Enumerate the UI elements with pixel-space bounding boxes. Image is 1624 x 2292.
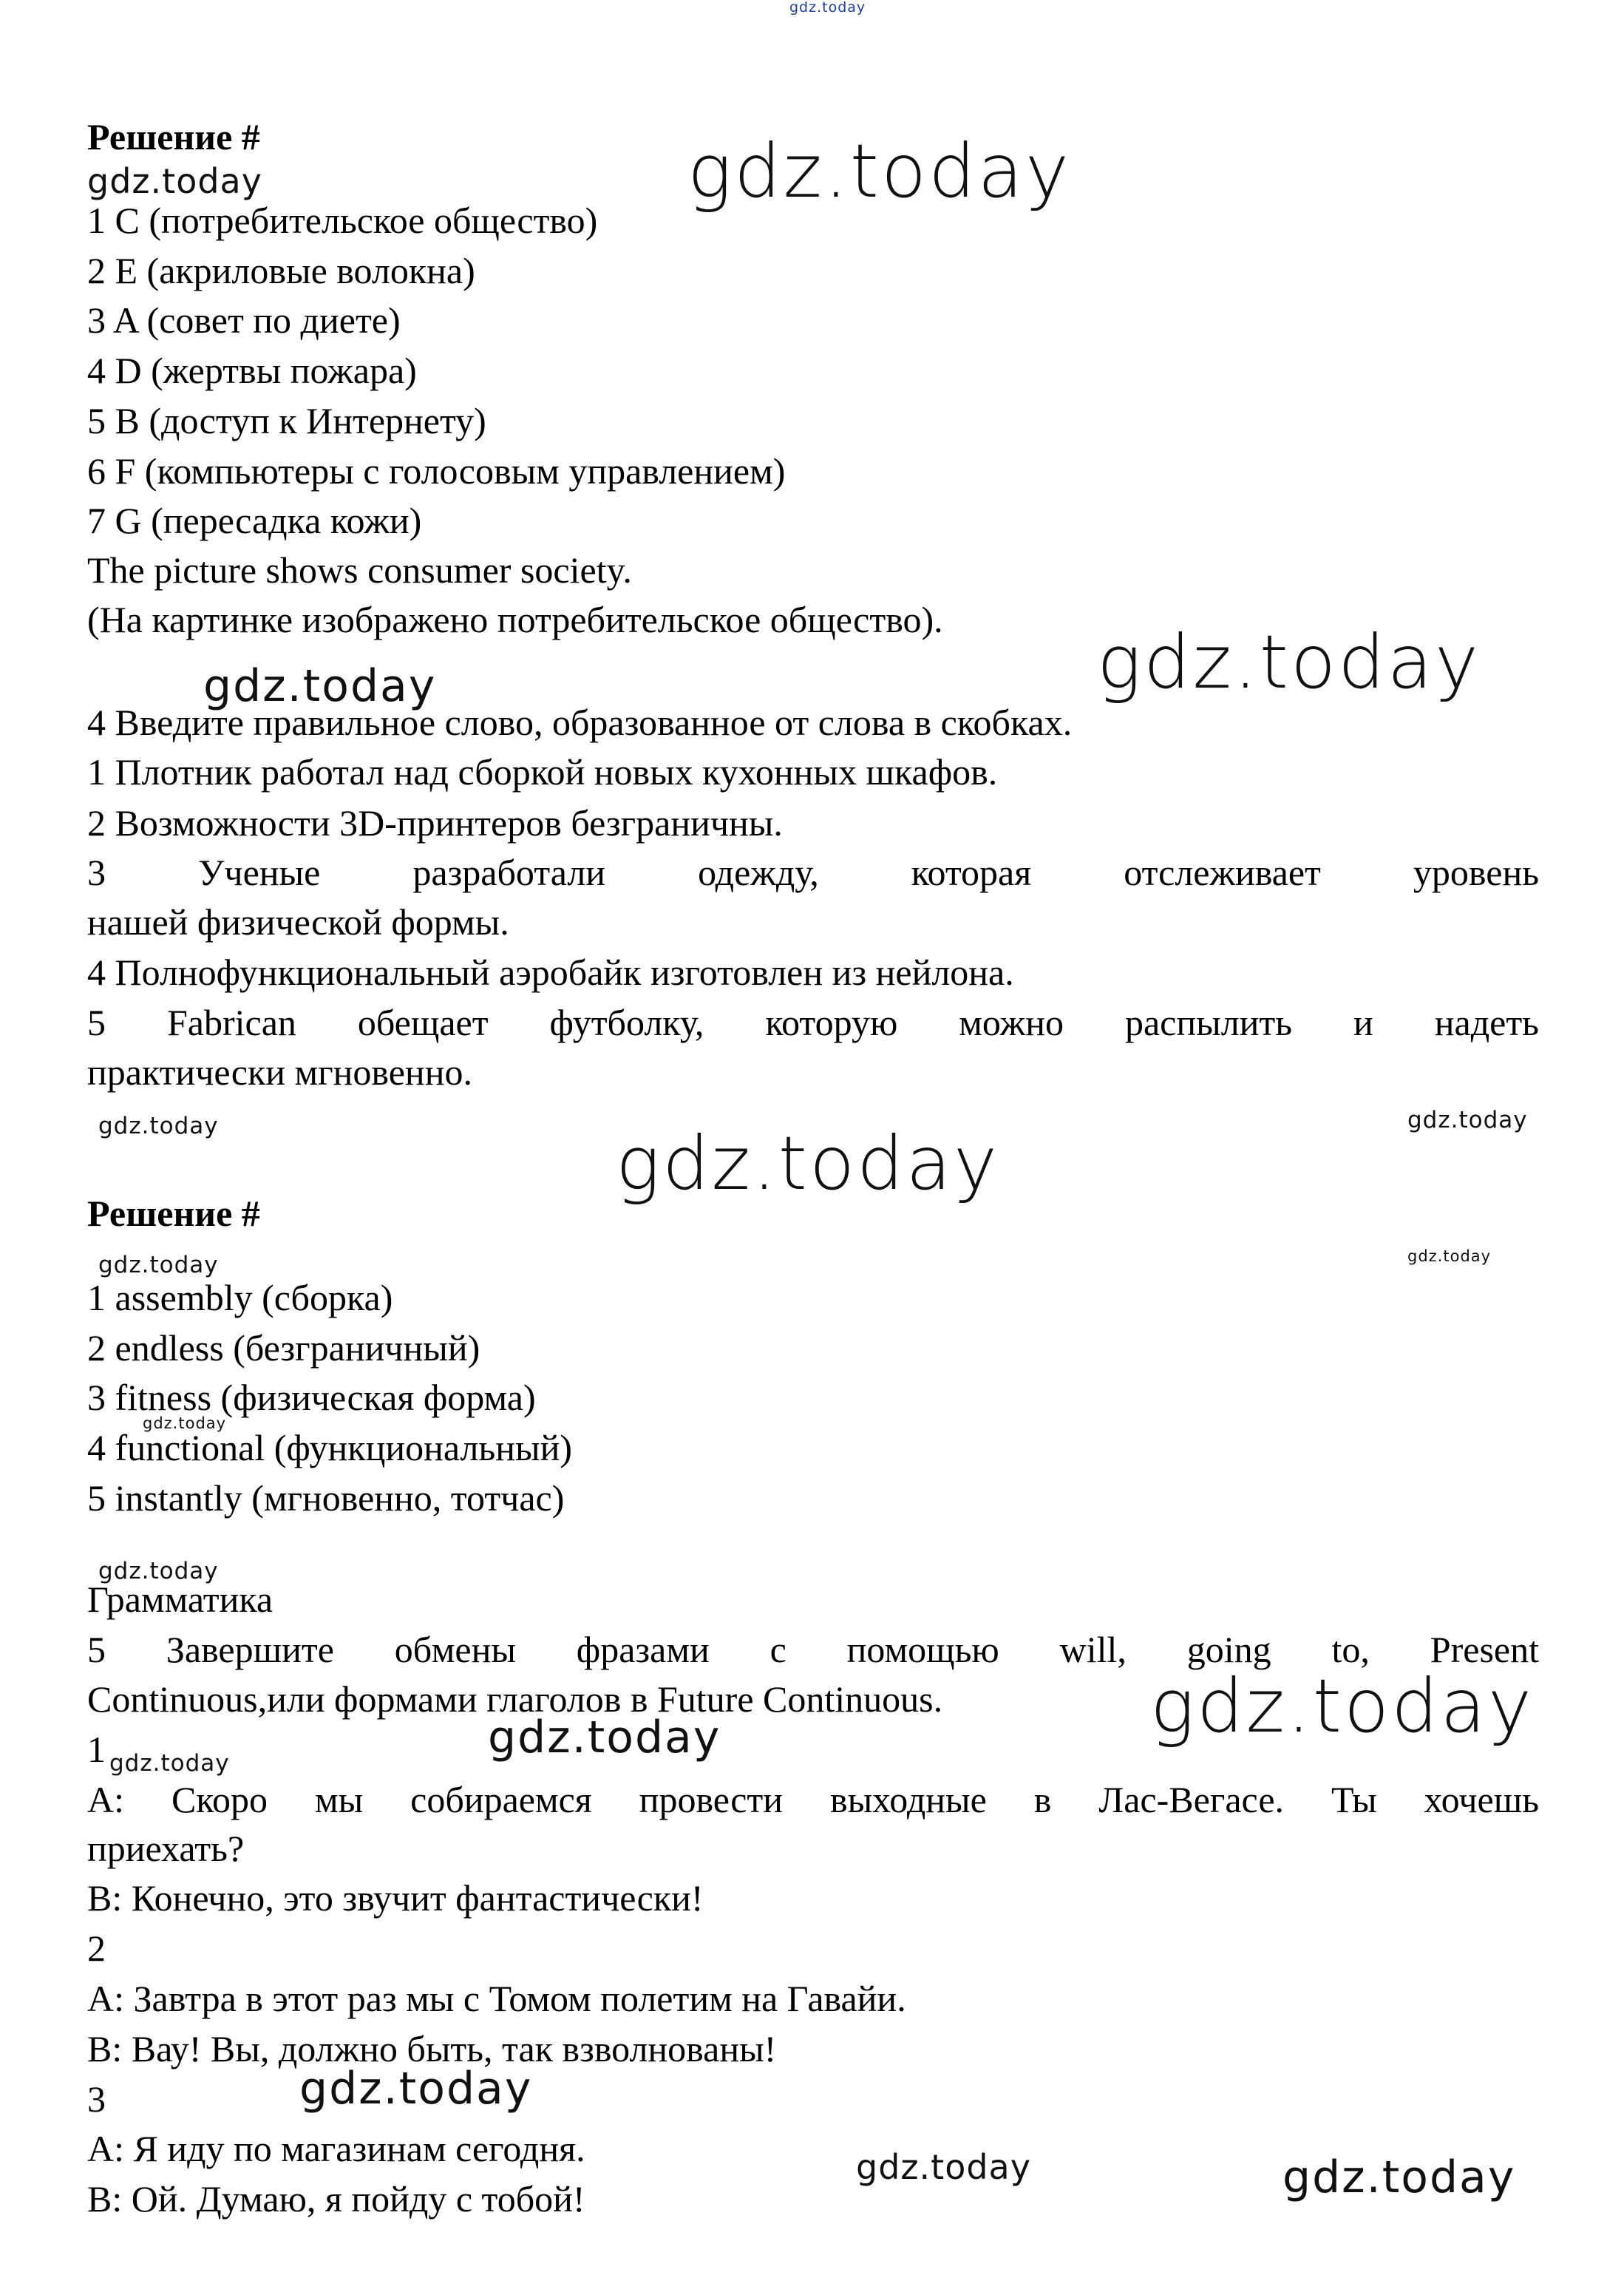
watermark: gdz.today	[1282, 2152, 1516, 2203]
watermark: gdz.today	[789, 0, 866, 16]
watermark: gdz.today	[1097, 619, 1481, 705]
task4-sentence: 1 Плотник работал над сборкой новых кухонных шкафов.	[87, 751, 998, 793]
grammar-title: Грамматика	[87, 1579, 274, 1620]
task4-sentence-cont: практически мгновенно.	[87, 1051, 472, 1093]
watermark: gdz.today	[109, 1750, 230, 1777]
answer-line: 6 F (компьютеры с голосовым управлением)	[87, 450, 786, 492]
answer-line: 2 E (акриловые волокна)	[87, 250, 475, 291]
answer-line: 2 endless (безграничный)	[87, 1327, 480, 1369]
watermark: gdz.today	[1407, 1247, 1492, 1265]
picture-caption-ru: (На картинке изображено потребительское общество).	[87, 599, 943, 640]
watermark: gdz.today	[203, 660, 437, 712]
exchange-number: 3	[87, 2078, 106, 2120]
exchange-line: A: Я иду по магазинам сегодня.	[87, 2128, 585, 2169]
answer-line: 3 fitness (физическая форма)	[87, 1377, 536, 1418]
exchange-line: B: Вау! Вы, должно быть, так взволнованы!	[87, 2028, 777, 2069]
answer-line: 4 D (жертвы пожара)	[87, 350, 417, 391]
answer-line: 5 B (доступ к Интернету)	[87, 400, 486, 441]
watermark: gdz.today	[488, 1712, 721, 1763]
solution-heading-1: Решение #	[87, 116, 260, 157]
watermark: gdz.today	[1150, 1663, 1535, 1749]
task4-sentence: 2 Возможности 3D-принтеров безграничны.	[87, 802, 783, 844]
answer-line: 4 functional (функциональный)	[87, 1427, 572, 1468]
solution-heading-2: Решение #	[87, 1193, 260, 1234]
watermark: gdz.today	[299, 2063, 533, 2115]
answer-line: 1 C (потребительское общество)	[87, 200, 598, 241]
exchange-line-cont: приехать?	[87, 1828, 245, 1869]
answer-line: 3 A (совет по диете)	[87, 299, 401, 341]
grammar-task: 5 Завершите обмены фразами с помощью will, going to, Present	[87, 1629, 1539, 1670]
exchange-line: A: Завтра в этот раз мы с Томом полетим на Гавайи.	[87, 1978, 906, 2019]
watermark: gdz.today	[87, 161, 262, 201]
watermark: gdz.today	[687, 128, 1072, 214]
task4-title: 4 Введите правильное слово, образованное от слова в скобках.	[87, 702, 1073, 743]
answer-line: 7 G (пересадка кожи)	[87, 500, 422, 541]
task4-sentence: 5 Fabrican обещает футболку, которую можно распылить и надеть	[87, 1002, 1539, 1043]
watermark: gdz.today	[98, 1113, 219, 1139]
watermark: gdz.today	[98, 1252, 219, 1278]
task4-sentence: 4 Полнофункциональный аэробайк изготовлен из нейлона.	[87, 952, 1014, 993]
exchange-number: 1	[87, 1729, 106, 1770]
watermark: gdz.today	[1407, 1107, 1528, 1133]
watermark: gdz.today	[143, 1414, 227, 1432]
grammar-task-cont: Continuous,или формами глаголов в Future Continuous.	[87, 1678, 943, 1720]
answer-line: 1 assembly (сборка)	[87, 1277, 393, 1318]
exchange-number: 2	[87, 1927, 106, 1969]
watermark: gdz.today	[98, 1558, 219, 1584]
exchange-line: A: Скоро мы собираемся провести выходные в Лас-Вегасе. Ты хочешь	[87, 1779, 1539, 1820]
exchange-line: B: Ой. Думаю, я пойду с тобой!	[87, 2178, 585, 2220]
answer-line: 5 instantly (мгновенно, тотчас)	[87, 1477, 565, 1519]
task4-sentence: 3 Ученые разработали одежду, которая отслеживает уровень	[87, 852, 1539, 893]
watermark: gdz.today	[616, 1120, 1000, 1207]
picture-caption-en: The picture shows consumer society.	[87, 549, 632, 591]
exchange-line: B: Конечно, это звучит фантастически!	[87, 1877, 704, 1919]
watermark: gdz.today	[856, 2147, 1031, 2187]
task4-sentence-cont: нашей физической формы.	[87, 901, 509, 943]
